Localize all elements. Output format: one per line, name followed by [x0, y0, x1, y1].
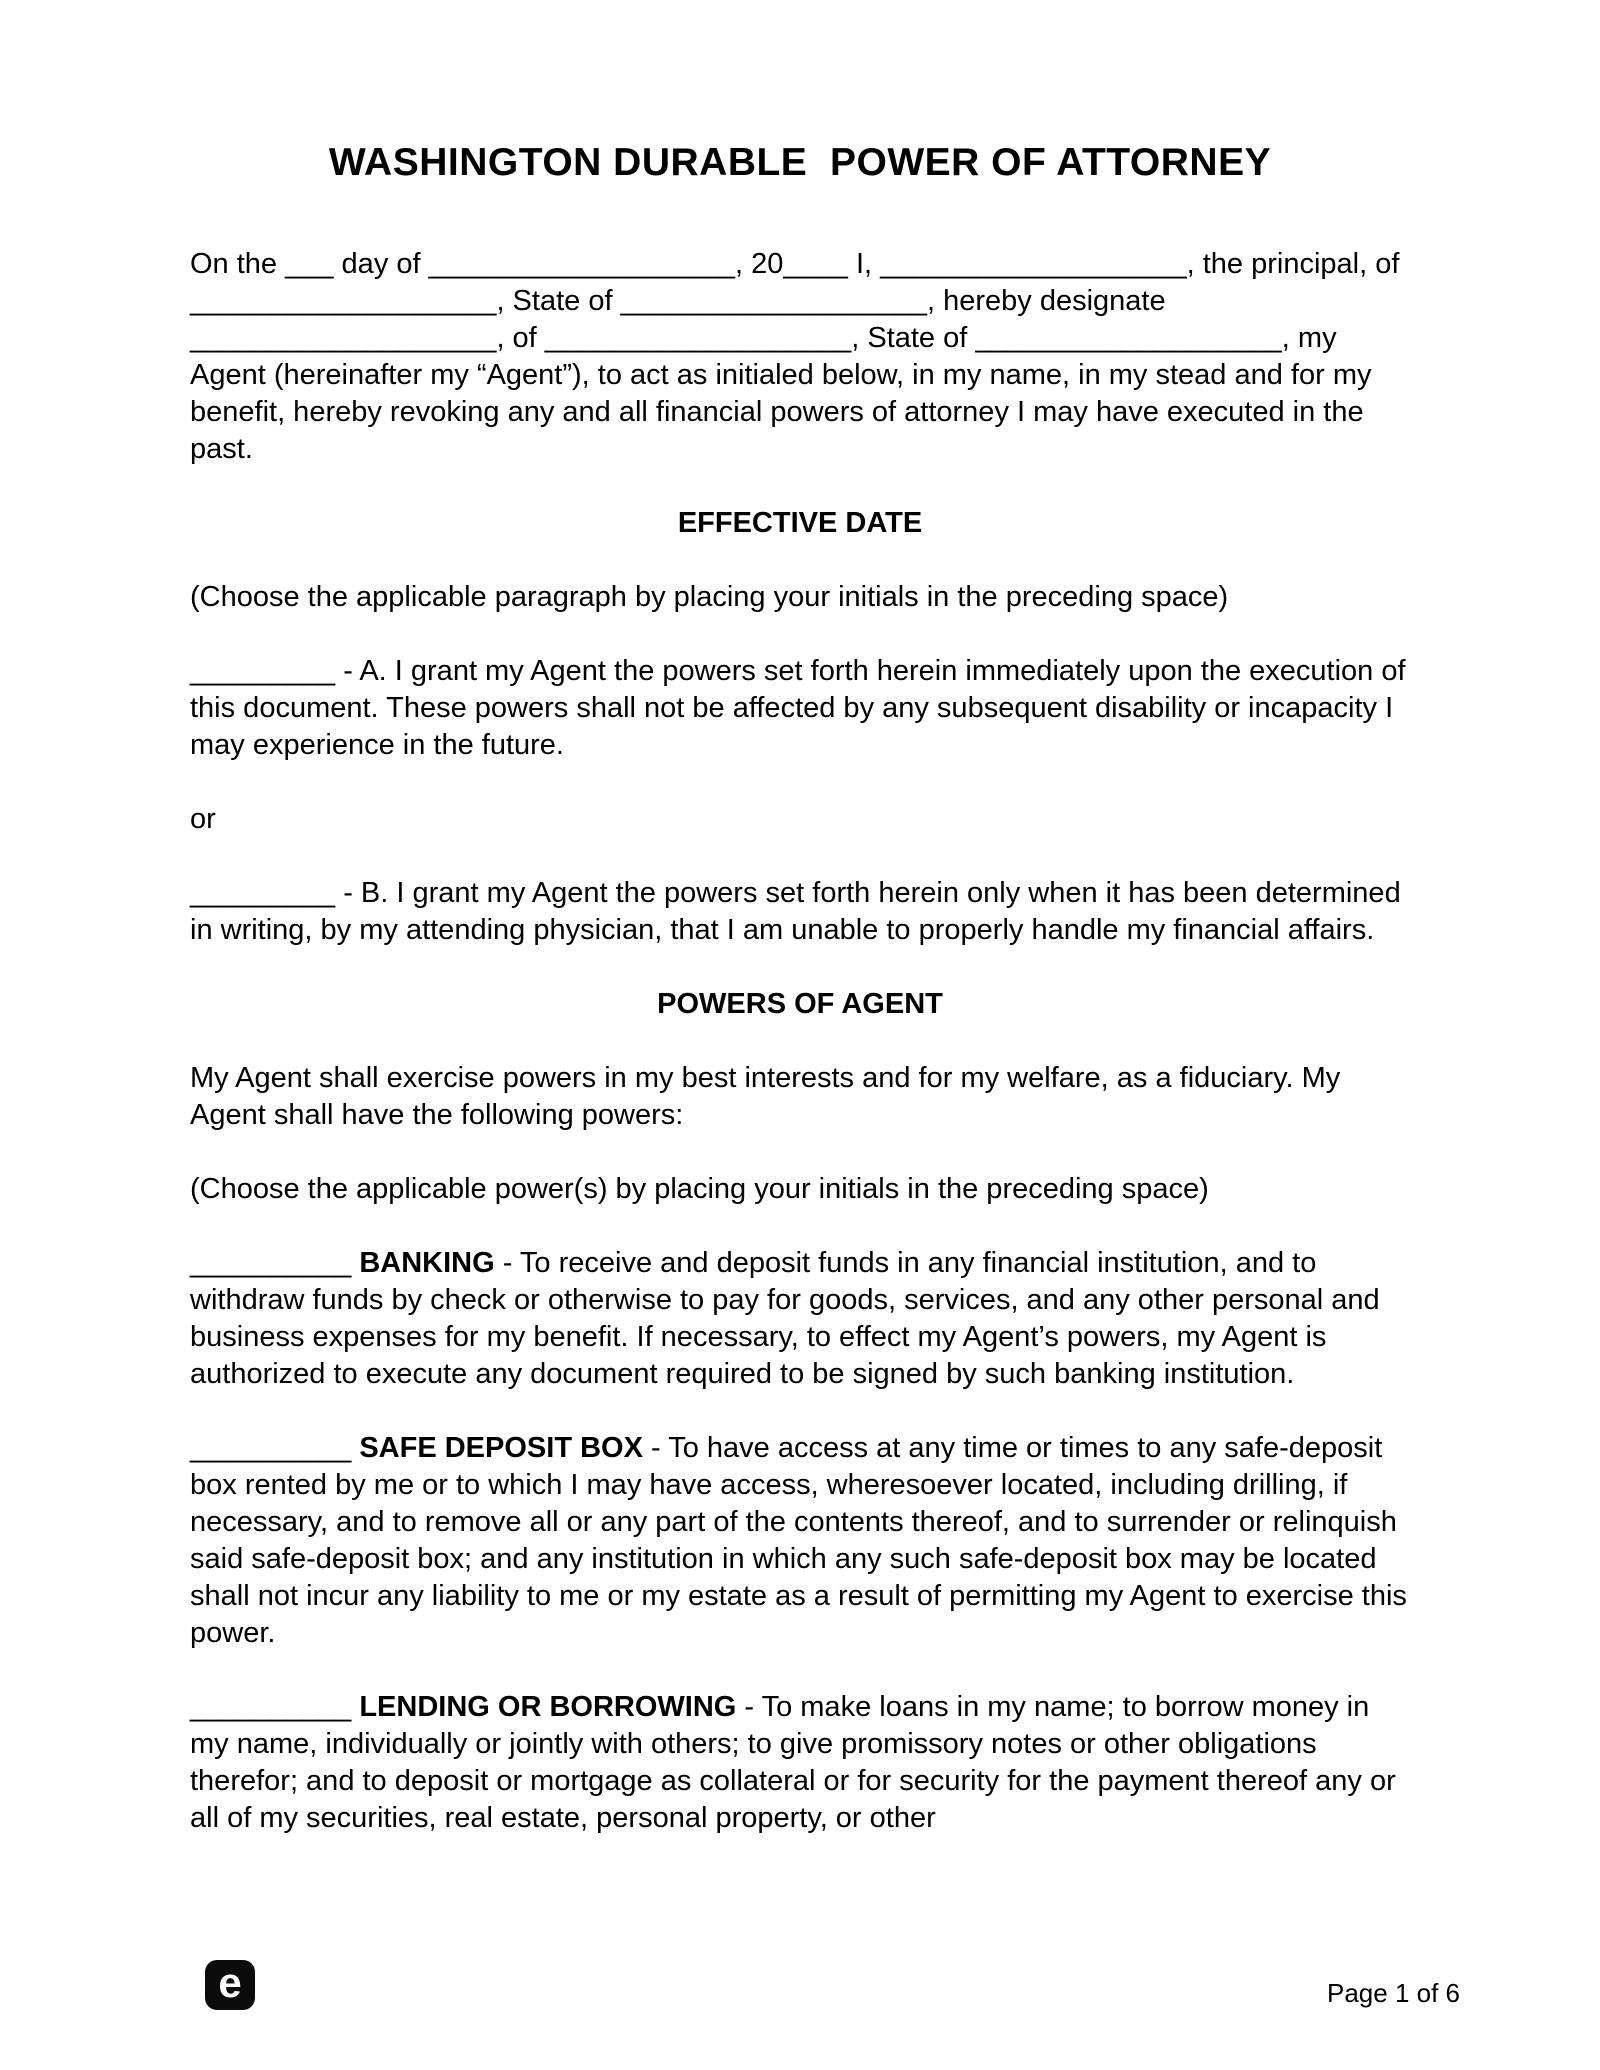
option-a-initials-blank[interactable]: _________: [190, 655, 336, 687]
effective-date-heading: EFFECTIVE DATE: [677, 507, 923, 539]
or-separator: or: [190, 803, 216, 835]
banking-initials-blank[interactable]: __________: [190, 1247, 360, 1279]
page-number: Page 1 of 6: [1327, 1978, 1460, 2008]
power-item-safe-deposit-box: [190, 1430, 1410, 1652]
powers-of-agent-heading: POWERS OF AGENT: [657, 988, 943, 1020]
power-item-banking: [190, 1245, 1410, 1393]
banking-label: BANKING: [359, 1247, 495, 1279]
eforms-logo: [205, 1960, 255, 2010]
lending-or-borrowing-initials-blank[interactable]: __________: [190, 1691, 360, 1723]
document-title: WASHINGTON DURABLE POWER OF ATTORNEY: [328, 141, 1272, 184]
powers-instruction: (Choose the applicable power(s) by placing your initials in the preceding space): [190, 1173, 1209, 1205]
safe-deposit-box-text: - To have access at any time or times to any safe-deposit box rented by me or to which I may have access, wheresoever located, including drilling, if necessary, and to remove all or any part of the contents thereof, and to surrender or relinquish said safe-deposit box; and any institution in which any such safe-deposit box may be located shall not incur any liability to me or my estate as a result of permitting my Agent to exercise this power.: [190, 1432, 1407, 1649]
effective-date-instruction: (Choose the applicable paragraph by placing your initials in the preceding space): [190, 581, 1229, 613]
option-b-text: - B. I grant my Agent the powers set forth herein only when it has been determined in writing, by my attending physician, that I am unable to properly handle my financial affairs.: [190, 877, 1401, 946]
banking-text: - To receive and deposit funds in any financial institution, and to withdraw funds by check or otherwise to pay for goods, services, and any other personal and business expenses for my benefit. If necessary, to effect my Agent’s powers, my Agent is authorized to execute any document required to be signed by such banking institution.: [190, 1247, 1380, 1390]
lending-or-borrowing-label: LENDING OR BORROWING: [359, 1691, 737, 1723]
option-b-initials-blank[interactable]: _________: [190, 877, 336, 909]
option-b-paragraph: [190, 875, 1410, 949]
eforms-logo-letter: e: [218, 1959, 242, 2006]
powers-intro-paragraph: My Agent shall exercise powers in my best interests and for my welfare, as a fiduciary. My Agent shall have the following powers:: [190, 1062, 1341, 1131]
lending-or-borrowing-text: - To make loans in my name; to borrow money in my name, individually or jointly with others; to give promissory notes or other obligations therefor; and to deposit or mortgage as collateral or for security for the payment thereof any or all of my securities, real estate, personal property, or other: [190, 1691, 1396, 1834]
safe-deposit-box-label: SAFE DEPOSIT BOX: [359, 1432, 643, 1464]
safe-deposit-box-initials-blank[interactable]: __________: [190, 1432, 360, 1464]
intro-paragraph: On the ___ day of ___________________, 20____ I, ___________________, the principal, of ___________________, State of ___________________, hereby designate ___________________, of ___________________, State of ___________________, my Agent (hereinafter my “Agent”), to act as initialed below, in my name, in my stead and for my benefit, hereby revoking any and all financial powers of attorney I may have executed in the past.: [190, 248, 1400, 465]
option-a-text: - A. I grant my Agent the powers set forth herein immediately upon the execution of this document. These powers shall not be affected by any subsequent disability or incapacity I may experience in the future.: [190, 655, 1406, 761]
power-item-lending-or-borrowing: [190, 1689, 1410, 1837]
option-a-paragraph: [190, 653, 1410, 764]
